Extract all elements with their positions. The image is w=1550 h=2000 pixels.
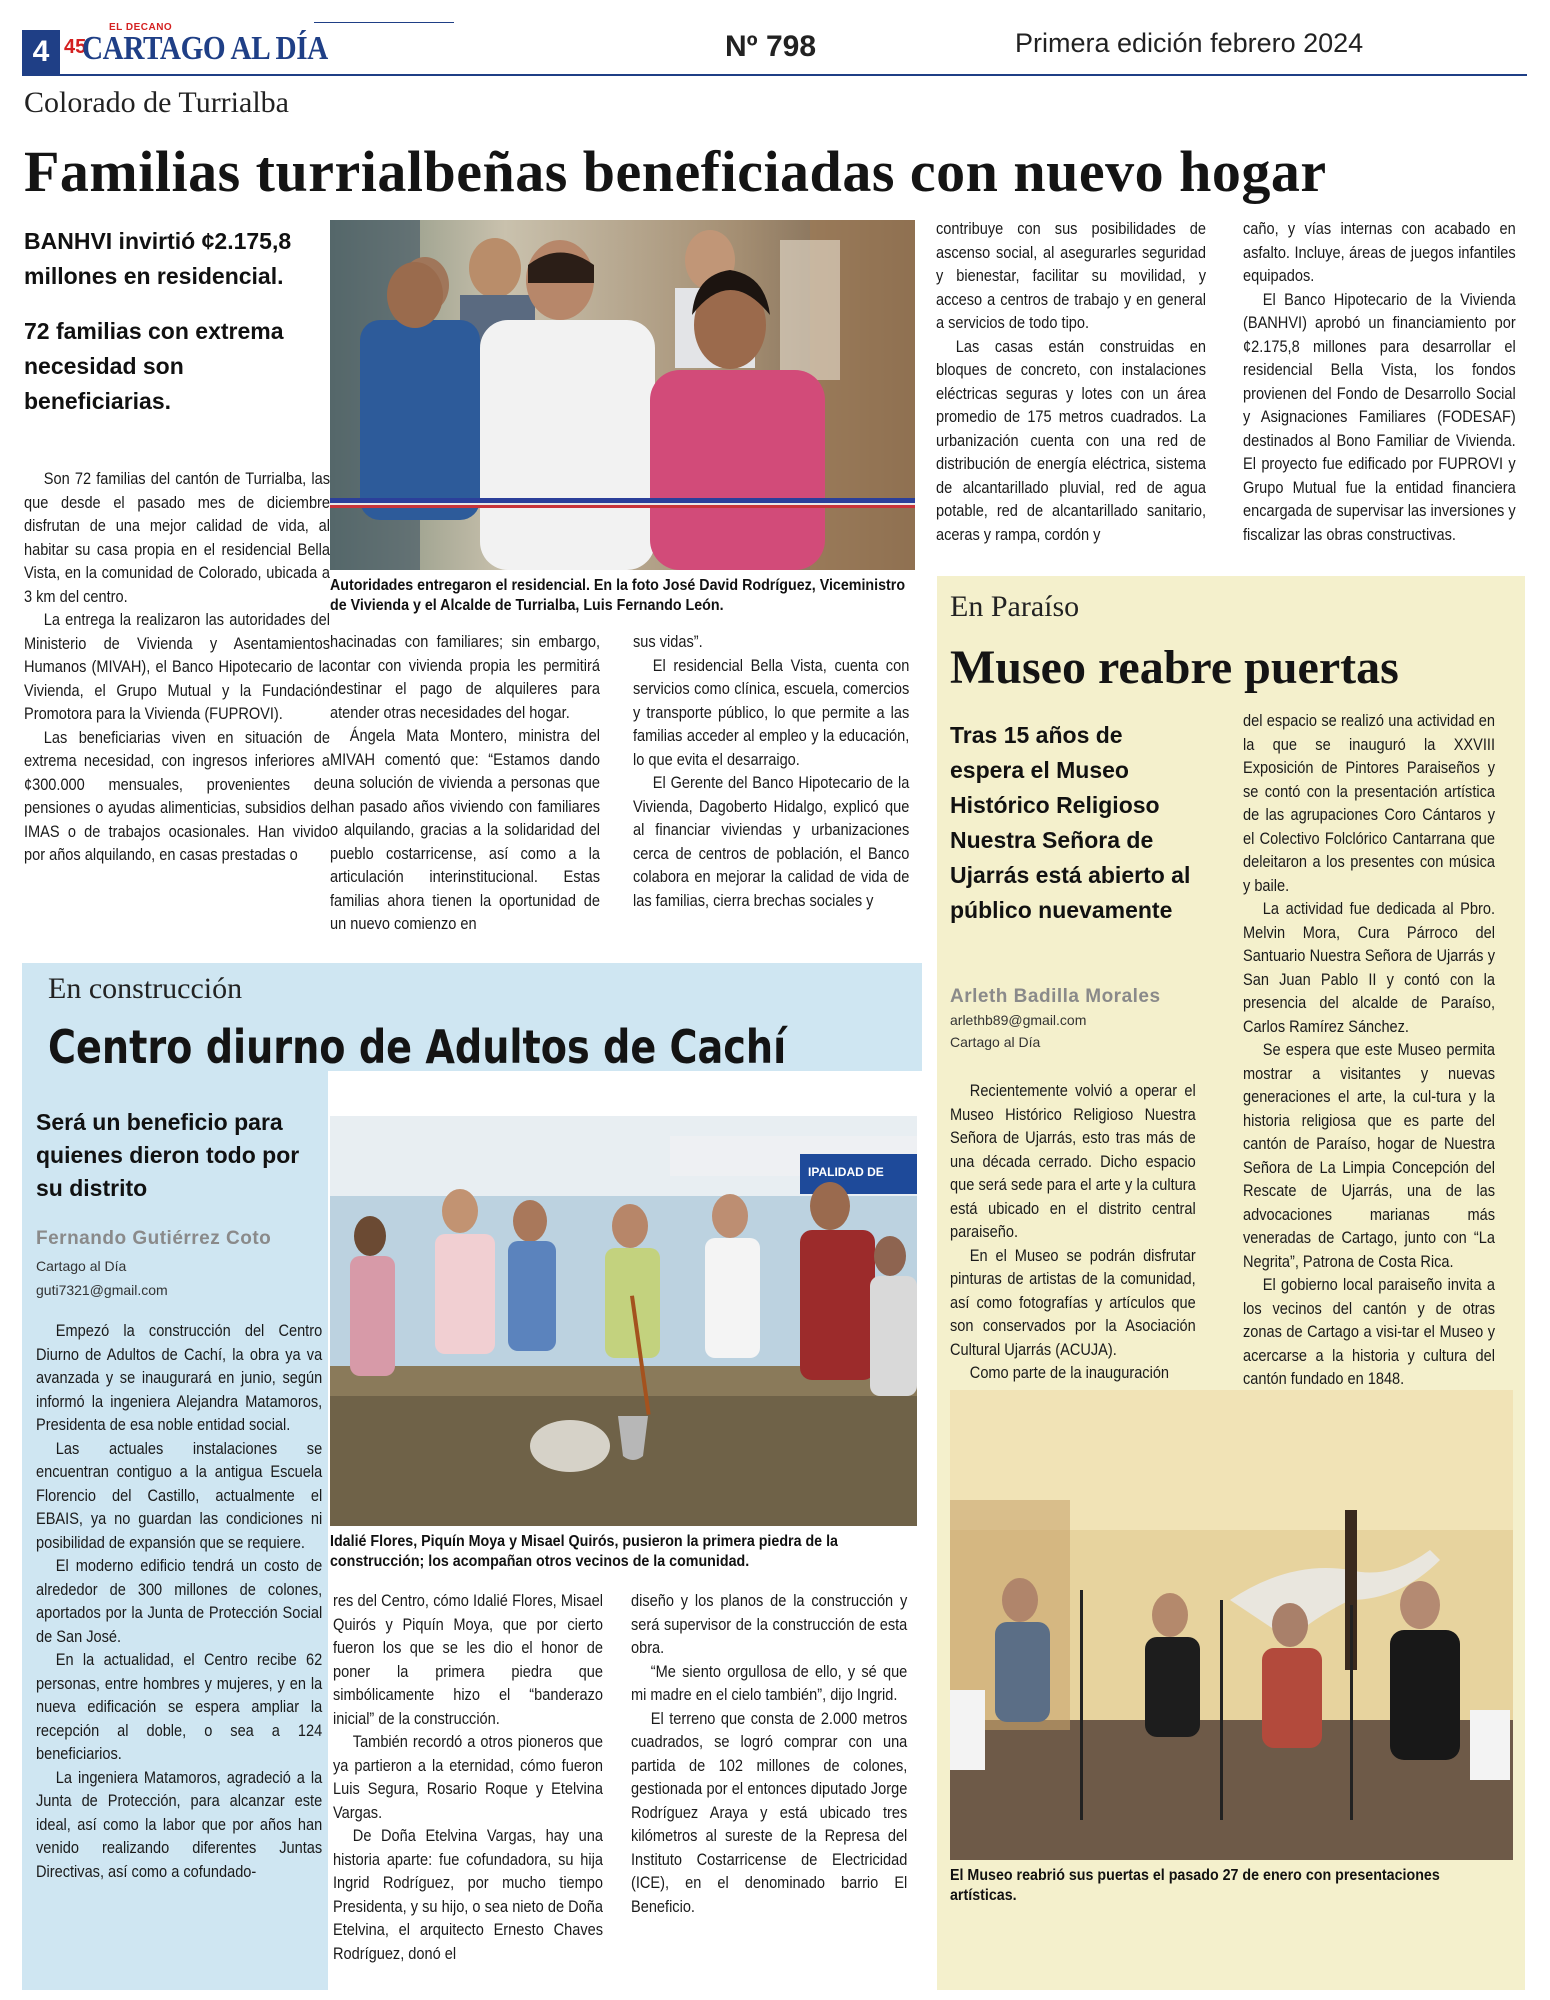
article2-photo xyxy=(950,1390,1513,1860)
paragraph: sus vidas”. xyxy=(633,633,703,651)
paragraph: La actividad fue dedicada al Pbro. Melvin Mora, Cura Párroco del Santuario Nuestra Señora de Ujarrás y San Juan Pablo II y contó con la presencia del alcalde de Paraíso, Carlos Ramírez Sánchez. xyxy=(1243,900,1495,1036)
paragraph: “Me siento orgullosa de ello, y sé que mi madre en el cielo también”, dijo Ingrid. xyxy=(631,1662,908,1704)
article3-photo xyxy=(330,1116,917,1526)
article1-col3 xyxy=(633,631,909,913)
groundbreaking-photo xyxy=(330,1116,917,1526)
paragraph: Las actuales instalaciones se encuentran contiguo a la antigua Escuela Florencio del Castillo, actualmente el EBAIS, ya no guardan las condiciones ni posibilidad de expansión que se requiere. xyxy=(36,1439,323,1552)
paragraph: El Banco Hipotecario de la Vivienda (BANHVI) aprobó un financiamiento por ¢2.175,8 millones para desarrollar el residencial Bella Vista, los fondos provienen del Fondo de Desarrollo Social y Asignaciones Familiares (FODESAF) destinados al Bono Familiar de Vivienda. El proyecto fue edificado por FUPROVI y Grupo Mutual fue la entidad financiera encargada de supervisar las inversiones y fiscalizar las obras constructivas. xyxy=(1243,290,1516,544)
article1-kicker: Colorado de Turrialba xyxy=(24,86,289,119)
article3-col3 xyxy=(631,1590,907,1919)
paragraph: caño, y vías internas con acabado en asfalto. Incluye, áreas de juegos infantiles equipados. xyxy=(1243,220,1516,285)
article3-col1 xyxy=(36,1320,322,1884)
article1-photo xyxy=(330,220,915,570)
paragraph: De Doña Etelvina Vargas, hay una historia aparte: fue cofundadora, su hija Ingrid Rodríguez, por mucho tiempo Presidenta, y su hijo, o sea nieto de Doña Etelvina, el arquitecto Ernesto Chaves Rodríguez, donó el xyxy=(333,1827,603,1963)
paragraph: Se espera que este Museo permita mostrar a visitantes y nuevas generaciones el arte, la cul-tura y la historia religiosa que es parte del cantón de Paraíso, hogar de Nuestra Señora de La Limpia Concepción del Rescate de Ujarrás, una de las advocaciones marianas más veneradas de Cartago, junto con “La Negrita”, Patrona de Costa Rica. xyxy=(1243,1041,1495,1271)
article2-headline: Museo reabre puertas xyxy=(950,641,1399,694)
article1-deck xyxy=(24,224,314,419)
paragraph: El Gerente del Banco Hipotecario de la Vivienda, Dagoberto Hidalgo, explicó que al financiar viviendas y urbanizaciones cerca de centros de población, el Banco colabora en mejorar la calidad de vida de las familias, cierra brechas sociales y xyxy=(633,774,910,910)
masthead-name: CARTAGO AL DÍA xyxy=(82,30,328,67)
paragraph: En la actualidad, el Centro recibe 62 personas, entre hombres y mujeres, y en la nueva edificación se espera ampliar la recepción al doble, o sea a 124 beneficiarios. xyxy=(36,1651,323,1763)
paragraph: Como parte de la inauguración xyxy=(969,1364,1170,1382)
paragraph: La ingeniera Matamoros, agradeció a la Junta de Protección, para alcanzar este ideal, así como la labor que por años han venido realizando diferentes Juntas Directivas, así como a cofundado- xyxy=(36,1768,323,1881)
paragraph: El terreno que consta de 2.000 metros cuadrados, se logró comprar con una partida de 102 millones de colones, gestionada por el entonces diputado Jorge Rodríguez Araya y está ubicado tres kilómetros al sureste de la Represa del Instituto Costarricense de Electricidad (ICE), en el denominado barrio El Beneficio. xyxy=(631,1709,908,1916)
museum-concert-photo xyxy=(950,1390,1513,1860)
masthead-tag: EL DECANO xyxy=(109,22,173,33)
article3-email: guti7321@gmail.com xyxy=(36,1282,168,1298)
paragraph: Son 72 familias del cantón de Turrialba, las que desde el pasado mes de diciembre disfrutan de una mejor calidad de vida, al habitar su casa propia en el residencial Bella Vista, en la comunidad de Colorado, ubicada a 3 km del centro. xyxy=(24,470,331,606)
article1-deck-2: 72 familias con extrema necesidad son beneficiarias. xyxy=(24,318,284,414)
header-divider xyxy=(22,74,1527,76)
paragraph: También recordó a otros pioneros que ya partieron a la eternidad, cómo fueron Luis Segura, Rosario Roque y Etelvina Vargas. xyxy=(333,1733,603,1822)
article3-deck: Será un beneficio para quienes dieron todo por su distrito xyxy=(36,1109,300,1201)
paragraph: res del Centro, cómo Idalié Flores, Misael Quirós y Piquín Moya, que por cierto fueron los que se les dio el honor de poner la primera piedra que simbólicamente hizo el “banderazo inicial” de la construcción. xyxy=(333,1592,603,1728)
paragraph: del espacio se realizó una actividad en la que se inauguró la XXVIII Exposición de Pintores Paraiseños y se contó con la presentación artística de las agrupaciones Coro Cántaros y el Colectivo Folclórico Cantarrana que deleitaron a los presentes con música y baile. xyxy=(1243,712,1495,895)
article3-author: Fernando Gutiérrez Coto xyxy=(36,1228,272,1249)
article2-col1 xyxy=(950,1080,1196,1386)
article1-deck-1: BANHVI invirtió ¢2.175,8 millones en residencial. xyxy=(24,228,292,289)
paragraph: Recientemente volvió a operar el Museo Histórico Religioso Nuestra Señora de Ujarrás, esto tras más de una década cerrado. Dicho espacio que será sede para el arte y la cultura está ubicado en el distrito central paraiseño. xyxy=(950,1082,1196,1241)
paragraph: contribuye con sus posibilidades de ascenso social, al asegurarles seguridad y bienestar, facilitar su movilidad, y acceso a centros de trabajo y en general a servicios de todo tipo. xyxy=(936,220,1206,332)
masthead-rule xyxy=(314,22,454,23)
article1-photo-caption: Autoridades entregaron el residencial. En la foto José David Rodríguez, Viceministro de Vivienda y el Alcalde de Turrialba, Luis Fernando León. xyxy=(330,577,906,614)
article1-col1 xyxy=(24,468,330,868)
banner-text: IPALIDAD DE xyxy=(808,1165,884,1179)
paragraph: El residencial Bella Vista, cuenta con servicios como clínica, escuela, comercios y transporte público, lo que permite a las familias acceder al empleo y la educación, lo que evita el desarraigo. xyxy=(633,656,910,769)
article3-photo-caption: Idalié Flores, Piquín Moya y Misael Quirós, pusieron la primera piedra de la construcción; los acompañan otros vecinos de la comunidad. xyxy=(330,1533,838,1570)
paragraph: Las beneficiarias viven en situación de extrema necesidad, con ingresos inferiores a ¢300.000 mensuales, provenientes de pensiones o ayudas alimenticias, subsidios del IMAS o de trabajos ocasionales. Han vivido por años alquilando, en casas prestadas o xyxy=(24,728,331,864)
paragraph: La entrega la realizaron las autoridades del Ministerio de Vivienda y Asentamientos Humanos (MIVAH), el Banco Hipotecario de la Vivienda, el Grupo Mutual y la Fundación Promotora para la Vivienda (FUPROVI). xyxy=(24,611,331,723)
article3-headline: Centro diurno de Adultos de Cachí xyxy=(48,1020,787,1074)
article3-kicker: En construcción xyxy=(48,972,243,1005)
paragraph: Las casas están construidas en bloques de concreto, con instalaciones eléctricas seguras y lotes con un área promedio de 175 metros cuadrados. La urbanización cuenta con una red de distribución de energía eléctrica, sistema de alcantarillado pluvial, red de agua potable, red de alcantarillado sanitario, aceras y rampa, cordón y xyxy=(936,337,1206,544)
issue-number: Nº 798 xyxy=(725,30,817,63)
paragraph: Ángela Mata Montero, ministra del MIVAH comentó que: “Estamos dando una solución de vivienda a personas que han pasado años viviendo con familiares o alquilando, gracias a la solidaridad del pueblo costarricense, así como a la articulación interinstitucional. Estas familias ahora tienen la oportunidad de un nuevo comienzo en xyxy=(330,727,600,933)
article3-col2 xyxy=(333,1590,603,1966)
article2-deck: Tras 15 años de espera el Museo Histórico Religioso Nuestra Señora de Ujarrás está abierto al público nuevamente xyxy=(950,722,1191,923)
article3-outlet: Cartago al Día xyxy=(36,1258,127,1274)
article2-col2 xyxy=(1243,710,1495,1392)
ribbon-cutting-photo xyxy=(330,220,915,570)
article1-col5 xyxy=(1243,218,1516,547)
article2-author: Arleth Badilla Morales xyxy=(950,986,1161,1007)
paragraph: El moderno edificio tendrá un costo de alrededor de 300 millones de colones, aportados por la Junta de Protección Social de San José. xyxy=(36,1557,323,1646)
article2-outlet: Cartago al Día xyxy=(950,1034,1041,1050)
paragraph: En el Museo se podrán disfrutar pinturas de artistas de la comunidad, así como fotografías y artículos que son conservados por la Asociación Cultural Ujarrás (ACUJA). xyxy=(950,1246,1196,1359)
article2-kicker: En Paraíso xyxy=(950,590,1080,623)
article1-col4 xyxy=(936,218,1206,547)
article2-email: arlethb89@gmail.com xyxy=(950,1012,1087,1028)
masthead-anniversary: 45 xyxy=(64,36,87,58)
article1-col2 xyxy=(330,631,600,937)
article1-headline: Familias turrialbeñas beneficiadas con nuevo hogar xyxy=(24,139,1327,204)
edition-date: Primera edición febrero 2024 xyxy=(1015,28,1364,58)
page-number: 4 xyxy=(22,30,60,74)
paragraph: El gobierno local paraiseño invita a los vecinos del cantón y de otras zonas de Cartago a visi-tar el Museo y acercarse a la historia y cultura del cantón fundado en 1848. xyxy=(1243,1276,1495,1388)
paragraph: diseño y los planos de la construcción y será supervisor de la construcción de esta obra. xyxy=(631,1592,908,1657)
paragraph: hacinadas con familiares; sin embargo, contar con vivienda propia les permitirá destinar el pago de alquileres para atender otras necesidades del hogar. xyxy=(330,633,600,722)
article2-photo-caption: El Museo reabrió sus puertas el pasado 27 de enero con presentaciones artísticas. xyxy=(950,1867,1440,1904)
masthead-logo xyxy=(64,22,328,74)
paragraph: Empezó la construcción del Centro Diurno de Adultos de Cachí, la obra ya va avanzada y se inaugurará en junio, según informó la ingeniera Alejandra Matamoros, Presidenta de esa noble entidad social. xyxy=(36,1322,323,1434)
